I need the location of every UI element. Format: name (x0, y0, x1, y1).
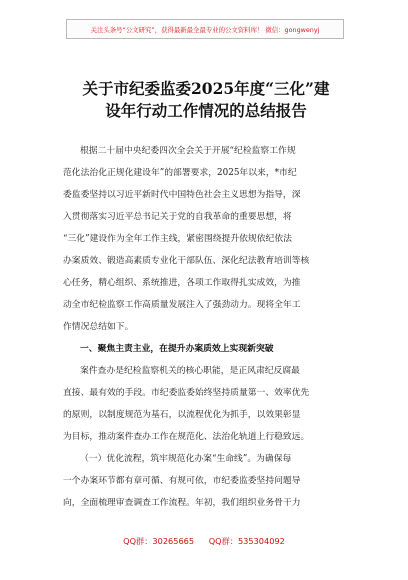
body-line: 根据二十届中央纪委四次全会关于开展“纪检监察工作规 (80, 146, 296, 156)
body-line: 为目标，推动案件查办工作在规范化、法治化轨道上行稳致远。 (63, 432, 310, 442)
body-line: “三化”建设作为全年工作主线，紧密围绕提升依规依纪依法 (63, 234, 292, 244)
body-line: 入贯彻落实习近平总书记关于党的自我革命的重要思想，将 (63, 212, 292, 222)
body-line: （一）优化流程，筑牢规范化办案“生命线”。为确保每 (80, 454, 292, 464)
promo-banner: 关注头条号“公文研究”，获得最新最全最专业的公文资料库！ 微信：gongwenyj (66, 19, 344, 39)
footer-qq-2: QQ群：535304092 (208, 536, 285, 546)
body-line: 案件查办是纪检监察机关的核心职能，是正风肃纪反腐最 (80, 366, 300, 376)
document-title (58, 78, 354, 122)
title-line-2: 设年行动工作情况的总结报告 (105, 101, 307, 120)
body-line: 作情况总结如下。 (63, 322, 134, 332)
body-line: 动全市纪检监察工作高质量发展注入了强劲动力。现将全年工 (63, 300, 301, 310)
body-line: 办案质效、锻造高素质专业化干部队伍、深化纪法教育培训等核 (63, 256, 310, 266)
section-heading: 一、聚焦主责主业，在提升办案质效上实现新突破 (80, 344, 274, 354)
body-line: 委监委坚持以习近平新时代中国特色社会主义思想为指导，深 (63, 190, 301, 200)
body-line: 直接、最有效的手段。市纪委监委始终坚持质量第一、效率优先 (63, 388, 310, 398)
title-line-1: 关于市纪委监委2025年度“三化”建 (82, 79, 330, 98)
body-line: 范化法治化正规化建设年”的部署要求，2025年以来，*市纪 (63, 168, 297, 178)
body-line: 的原则，以制度规范为基石，以流程优化为抓手，以效果彰显 (63, 410, 301, 420)
body-line: 一个办案环节都有章可循、有规可依，市纪委监委坚持问题导 (63, 476, 301, 486)
body-line: 心任务，精心组织、系统推进，各项工作取得扎实成效，为推 (63, 278, 301, 288)
footer-qq-1: QQ群：30265665 (123, 536, 195, 546)
footer-qq-groups (0, 536, 408, 547)
body-line: 向，全面梳理审查调查工作流程。年初，我们组织业务骨干力 (63, 498, 301, 508)
